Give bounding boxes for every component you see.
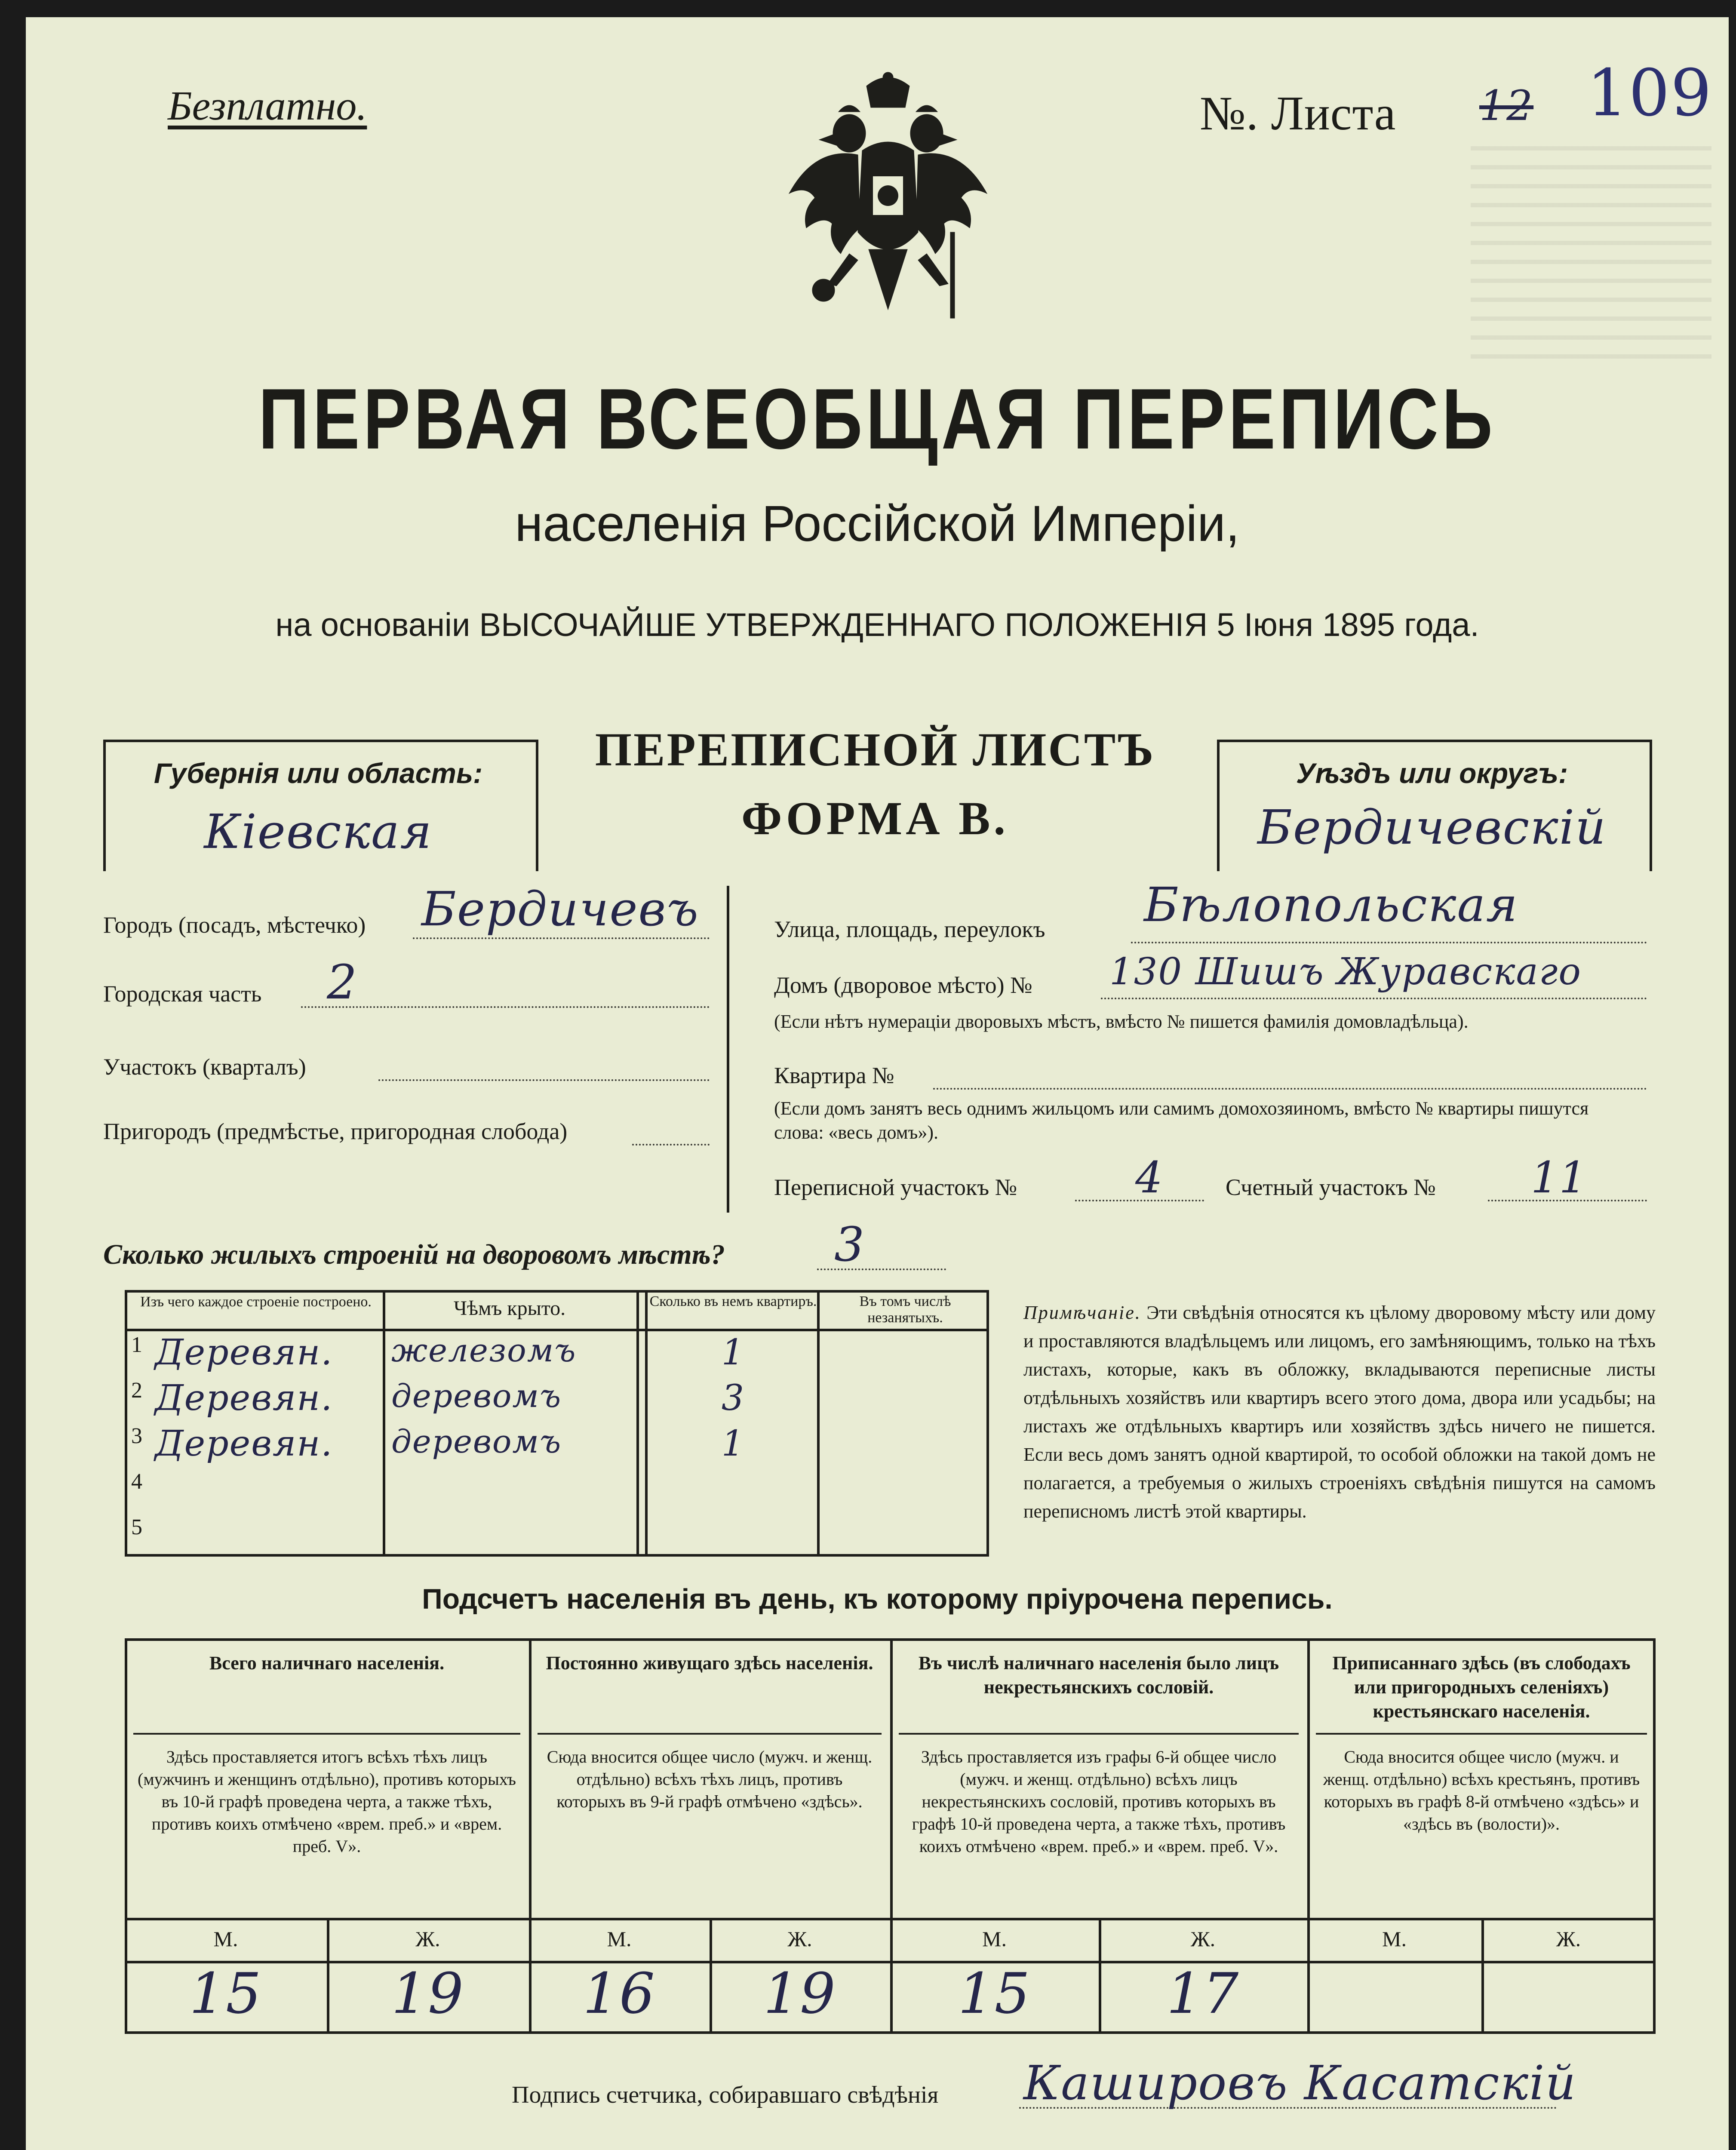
- signature-value: Кашировъ Касатскій: [1023, 2055, 1577, 2110]
- buildings-row-number: 5: [131, 1515, 142, 1539]
- sheet-number-label: №. Листа: [1200, 87, 1396, 140]
- count-female-value: 19: [763, 1961, 836, 2026]
- buildings-row-roof: деревомъ: [391, 1378, 562, 1415]
- buildings-row-apartments: 1: [721, 1332, 745, 1373]
- form-title: ПЕРЕПИСНОЙ ЛИСТЪ: [595, 723, 1155, 776]
- count-male-label: М.: [982, 1927, 1007, 1951]
- district-label: Уѣздъ или округъ:: [1296, 757, 1568, 789]
- buildings-row-material: Деревян.: [155, 1423, 333, 1464]
- count-header-underline: [1316, 1733, 1647, 1735]
- buildings-row-number: 4: [131, 1469, 142, 1494]
- buildings-row-material: Деревян.: [155, 1378, 333, 1419]
- bleed-through: [1471, 146, 1711, 370]
- count-female-label: Ж.: [1556, 1927, 1581, 1951]
- census-area-label: Переписной участокъ №: [774, 1174, 1017, 1200]
- buildings-row-material: Деревян.: [155, 1332, 333, 1373]
- census-area-value: 4: [1135, 1152, 1164, 1203]
- buildings-row-roof: деревомъ: [391, 1423, 562, 1460]
- province-value: Кіевская: [204, 804, 433, 859]
- buildings-header-apartments: Сколько въ немъ квартиръ.: [649, 1293, 817, 1309]
- buildings-row-number: 1: [131, 1333, 142, 1357]
- buildings-row-number: 2: [131, 1378, 142, 1403]
- count-column-divider: [1307, 1638, 1310, 2034]
- apartment-label: Квартира №: [774, 1063, 894, 1088]
- section-label: Участокъ (кварталъ): [103, 1054, 306, 1080]
- buildings-header-vacant: Въ томъ числѣ незанятыхъ.: [859, 1293, 951, 1326]
- count-column-description: Здѣсь проставляется итогъ всѣхъ тѣхъ лицъ (мужчинъ и женщинъ отдѣльно), противъ которыхъ въ 10-й графѣ проведена черта, а также тѣхъ, противъ коихъ отмѣчено «врем. преб.» и «врем. преб. V».: [138, 1747, 516, 1856]
- buildings-row-apartments: 1: [721, 1423, 745, 1464]
- count-area-label: Счетный участокъ №: [1226, 1174, 1436, 1200]
- count-female-value: 19: [391, 1961, 464, 2026]
- count-header-underline: [133, 1733, 520, 1735]
- buildings-header-roof: Чѣмъ крыто.: [453, 1297, 566, 1320]
- buildings-question: Сколько жилыхъ строеній на дворовомъ мѣстѣ?: [103, 1239, 725, 1270]
- form-subtitle: ФОРМА В.: [741, 792, 1009, 845]
- count-male-label: М.: [1382, 1927, 1407, 1951]
- count-sex-divider: [125, 1918, 1656, 1920]
- count-column-header: Постоянно живущаго здѣсь населенія.: [546, 1652, 873, 1674]
- count-column-description: Сюда вносится общее число (мужч. и женщ. отдѣльно) всѣхъ тѣхъ лицъ, противъ которыхъ въ 9-й графѣ отмѣчено «здѣсь».: [547, 1747, 873, 1811]
- buildings-row-number: 3: [131, 1424, 142, 1448]
- count-male-value: 15: [189, 1961, 262, 2026]
- archive-page-number: 109: [1587, 56, 1713, 131]
- note-text: Эти свѣдѣнія относятся къ цѣлому дворовому мѣсту или дому и проставляются владѣльцемъ или лицомъ, его замѣняющимъ, только на тѣхъ листахъ, которые, какъ въ обложку, вкладываются переписные листы отдѣльныхъ хозяйствъ или квартиръ всего этого дома, двора или усадьбы; на листахъ же отдѣльныхъ квартиръ или хозяйствъ здѣсь ничего не пишется. Если весь домъ занятъ одной квартирой, то особой обложки на такой домъ не полагается, а требуемыя о жилыхъ строеніяхъ свѣдѣнія пишутся на самомъ переписномъ листѣ этой квартиры.: [1023, 1302, 1656, 1522]
- count-male-value: 15: [958, 1961, 1031, 2026]
- city-label: Городъ (посадъ, мѣстечко): [103, 912, 366, 938]
- count-title: Подсчетъ населенія въ день, къ которому пріурочена перепись.: [422, 1583, 1333, 1615]
- sheet-number-value: 12: [1479, 82, 1534, 130]
- city-value: Бердичевъ: [421, 882, 699, 937]
- count-header-underline: [899, 1733, 1299, 1735]
- count-male-value: 16: [583, 1961, 656, 2026]
- census-main-title: ПЕРВАЯ ВСЕОБЩАЯ ПЕРЕПИСЬ: [258, 371, 1496, 467]
- count-header-underline: [538, 1733, 882, 1735]
- count-column-description: Сюда вносится общее число (мужч. и женщ. отдѣльно) всѣхъ крестьянъ, противъ которыхъ въ графѣ 8-й отмѣчено «здѣсь» и «здѣсь въ (волости)».: [1323, 1747, 1640, 1834]
- signature-label: Подпись счетчика, собиравшаго свѣдѣнія: [512, 2082, 939, 2108]
- note-lead: Примѣчаніе.: [1023, 1302, 1141, 1323]
- census-sheet: [26, 17, 1729, 2150]
- suburb-label: Пригородъ (предмѣстье, пригородная слобода): [103, 1118, 568, 1144]
- double-headed-eagle-icon: [776, 69, 1000, 335]
- buildings-note: [1023, 1299, 1656, 1526]
- house-note: (Если нѣтъ нумераціи дворовыхъ мѣстъ, вмѣсто № пишется фамилія домовладѣльца).: [774, 1011, 1469, 1032]
- buildings-header-material: Изъ чего каждое строеніе построено.: [140, 1294, 372, 1310]
- fields-divider: [727, 886, 729, 1213]
- city-part-label: Городская часть: [103, 981, 262, 1007]
- count-column-description: Здѣсь проставляется изъ графы 6-й общее число (мужч. и женщ. отдѣльно) всѣхъ лицъ некрестьянскихъ сословій, противъ которыхъ въ графѣ 10-й проведена черта, а также тѣхъ, противъ коихъ отмѣчено «врем. преб.» и «врем. преб. V».: [912, 1747, 1286, 1856]
- count-female-label: Ж.: [1190, 1927, 1216, 1951]
- count-male-label: М.: [607, 1927, 632, 1951]
- count-female-label: Ж.: [415, 1927, 440, 1951]
- house-label: Домъ (дворовое мѣсто) №: [774, 972, 1032, 998]
- street-label: Улица, площадь, переулокъ: [774, 916, 1045, 942]
- buildings-row-roof: железомъ: [391, 1332, 577, 1369]
- census-subtitle: населенія Россійской Имперіи,: [515, 495, 1240, 552]
- count-area-value: 11: [1531, 1152, 1588, 1203]
- house-value: 130 Шишъ Журавскаго: [1109, 950, 1582, 993]
- province-label: Губернія или область:: [154, 757, 483, 789]
- census-basis: на основаніи ВЫСОЧАЙШЕ УТВЕРЖДЕННАГО ПОЛОЖЕНІЯ 5 Іюня 1895 года.: [275, 607, 1479, 643]
- apartment-note: (Если домъ занятъ весь однимъ жильцомъ или самимъ домохозяиномъ, вмѣсто № квартиры пишутся слова: «весь домъ»).: [774, 1098, 1589, 1143]
- street-value: Бѣлопольская: [1144, 877, 1518, 932]
- count-column-header: Въ числѣ наличнаго населенія было лицъ некрестьянскихъ сословій.: [918, 1652, 1279, 1698]
- count-male-label: М.: [213, 1927, 238, 1951]
- free-label: Безплатно.: [168, 83, 367, 129]
- count-female-label: Ж.: [787, 1927, 812, 1951]
- count-column-header: Приписаннаго здѣсь (въ слободахъ или пригородныхъ селеніяхъ) крестьянскаго населенія.: [1332, 1652, 1631, 1722]
- count-female-value: 17: [1166, 1961, 1240, 2026]
- count-column-header: Всего наличнаго населенія.: [209, 1652, 445, 1674]
- buildings-answer: 3: [834, 1217, 865, 1272]
- buildings-row-apartments: 3: [721, 1378, 745, 1419]
- district-value: Бердичевскій: [1257, 800, 1607, 855]
- city-part-value: 2: [327, 955, 358, 1010]
